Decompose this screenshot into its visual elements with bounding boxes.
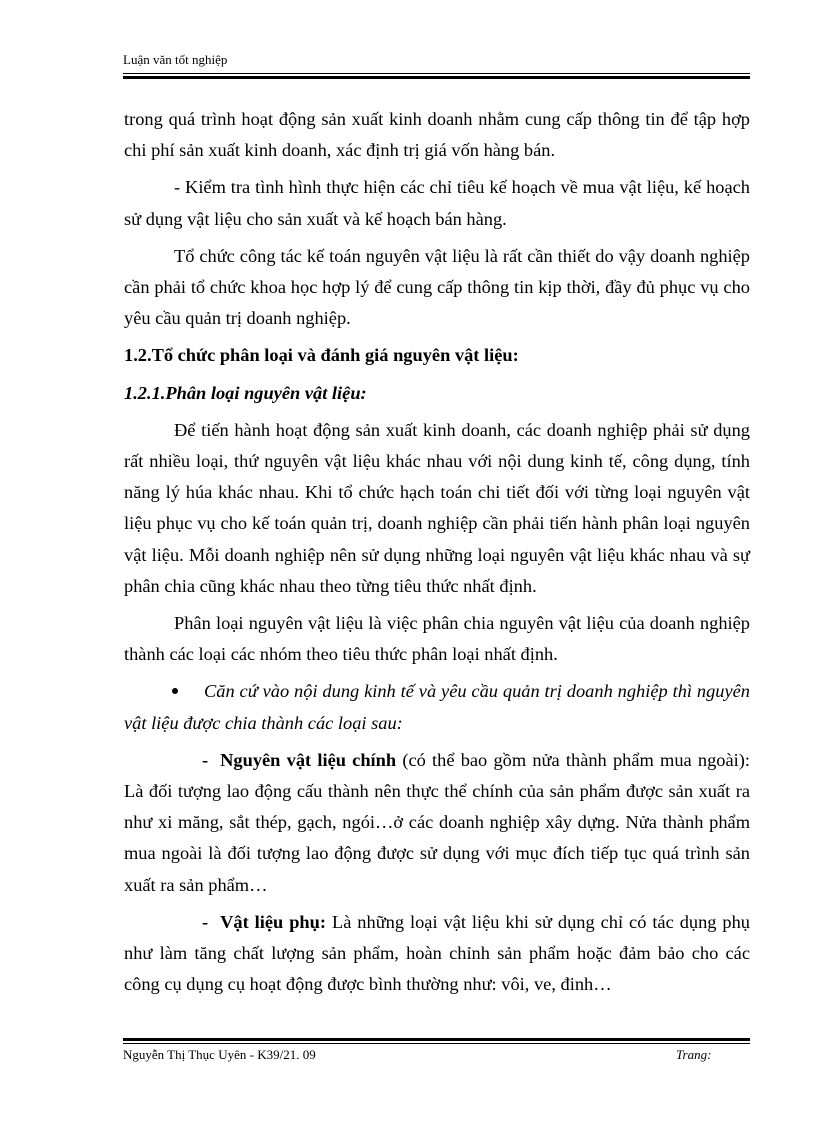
list-item (124, 745, 750, 901)
item-term: Nguyên vật liệu chính (220, 749, 397, 770)
paragraph-dash-item: - Kiểm tra tình hình thực hiện các chỉ tiêu kế hoạch về mua vật liệu, kế hoạch sử dụng vật liệu cho sản xuất và kế hoạch bán hàng. (124, 177, 750, 229)
paragraph: Để tiến hành hoạt động sản xuất kinh doanh, các doanh nghiệp phải sử dụng rất nhiều loại, thứ nguyên vật liệu khác nhau với nội dung kinh tế, công dụng, tính năng lý húa khác nhau. Khi tổ chức hạch toán chi tiết đối với từng loại nguyên vật liệu phục vụ cho kế toán quản trị, doanh nghiệp cần phải tiến hành phân loại nguyên vật liệu. Mỗi doanh nghiệp nên sử dụng những loại nguyên vật liệu khác nhau và sự phân chia cũng khác nhau theo từng tiêu thức nhất định. (124, 419, 750, 596)
footer-page-label: Trang: (676, 1047, 712, 1062)
item-text: (có thể bao gồm nửa thành phẩm mua ngoài): Là đối tượng lao động cấu thành nên thực thể chính của sản phẩm được sản xuất ra như xi măng, sắt thép, gạch, ngói…ở các doanh nghiệp xây dựng. Nửa thành phẩm mua ngoài là đối tượng lao động được sử dụng với mục đích tiếp tục quá trình sản xuất ra sản phẩm… (124, 749, 750, 895)
header-rule-thin (123, 73, 750, 74)
bullet-item (124, 676, 750, 738)
section-heading: 1.2.Tổ chức phân loại và đánh giá nguyên vật liệu: (124, 345, 519, 366)
item-dash: - (202, 749, 209, 770)
bullet-dot-icon (172, 688, 178, 694)
document-body (124, 104, 750, 1000)
paragraph: Tổ chức công tác kế toán nguyên vật liệu là rất cần thiết do vậy doanh nghiệp cần phải tổ chức khoa học hợp lý để cung cấp thông tin kịp thời, đầy đủ phục vụ cho yêu cầu quản trị doanh nghiệp. (124, 245, 750, 329)
bullet-text: Căn cứ vào nội dung kinh tế và yêu cầu quản trị doanh nghiệp thì nguyên vật liệu được chia thành các loại sau: (124, 681, 750, 733)
item-text: Là những loại vật liệu khi sử dụng chỉ có tác dụng phụ như làm tăng chất lượng sản phẩm, hoàn chỉnh sản phẩm hoặc đảm bảo cho các công cụ dụng cụ hoạt động được bình thường như: vôi, ve, đinh… (124, 911, 751, 995)
list-item (124, 907, 750, 1001)
paragraph: trong quá trình hoạt động sản xuất kinh doanh nhằm cung cấp thông tin để tập hợp chi phí sản xuất kinh doanh, xác định trị giá vốn hàng bán. (124, 109, 750, 161)
item-term: Vật liệu phụ: (220, 911, 327, 932)
item-dash: - (202, 911, 209, 932)
paragraph: Phân loại nguyên vật liệu là việc phân chia nguyên vật liệu của doanh nghiệp thành các loại các nhóm theo tiêu thức phân loại nhất định. (124, 613, 750, 665)
subsection-heading: 1.2.1.Phân loại nguyên vật liệu: (124, 382, 367, 403)
footer-rule-thick (123, 1038, 750, 1041)
footer-author: Nguyễn Thị Thục Uyên - K39/21. 09 (123, 1047, 316, 1062)
header-rule-thick (123, 76, 750, 79)
footer-rule-thin (123, 1043, 750, 1044)
header-title: Luận văn tốt nghiệp (123, 52, 228, 67)
